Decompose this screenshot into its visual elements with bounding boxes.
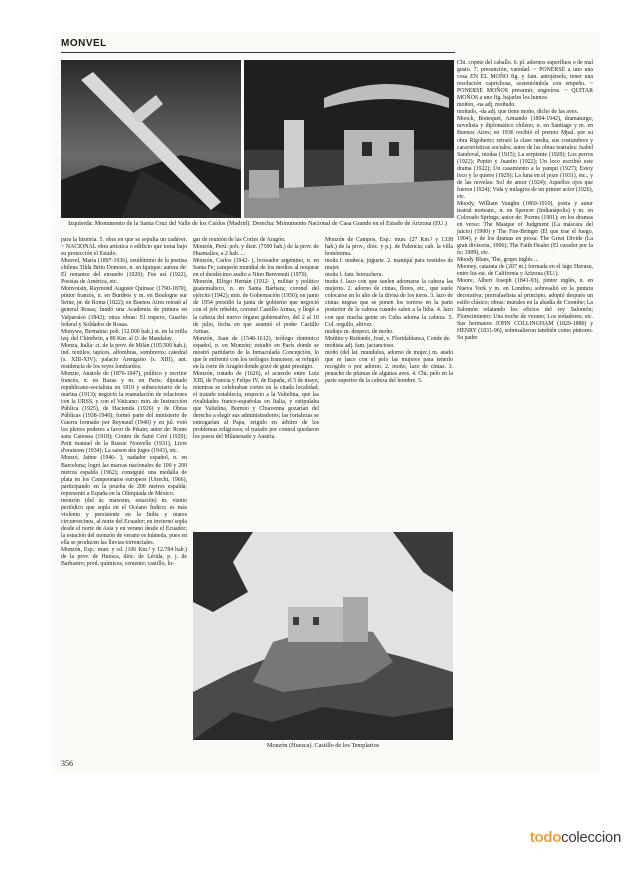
entry: gar de reunión de las Cortes de Aragón. (193, 237, 286, 243)
entry: Moore, Albert Joseph (1841-93), pintor inglés, n. en Nueva York y m. en Londres; sobresalió en la pintura decorativa; prerrafaelista al principio, adoptó después un estilo clásico; obras: murales en la abadía de Coombe; La Salomón relatando los oficios del rey Salomón; Florecimiento: Una noche de verano; Los soñadores; etc. Sus hermanos JOHN COLLINGHAM (1829-1880) y HENRY (1831-96), sobresalieron también como pintores. Su padre (457, 278, 593, 341)
entry: Monzón, Carlos (1942- ), boxeador argentino, n. en Santa Fe; campeón mundial de los medios al noquear en el duodécimo asalto a Nino Benvenuti (1970). (193, 258, 319, 279)
entry: Monvel, María (1897-1936), seudónimo de la poetisa chilena Tilda Brito Domoso, n. en Iquique; autora de: El remanso del ensueño (1920); Fue así (1922), Poesías de América, etc. (61, 258, 187, 286)
dictionary-page (52, 32, 600, 774)
photo-valle-caidos-cross (61, 60, 241, 218)
entry: Monzón, Perú: pob. y distr. (7500 hab.) de la prov. de Huamalíes, a 2 hab. ... (193, 244, 319, 258)
entry: moñudo, -da adj. que tiene moño, dicho de las aves. (457, 109, 579, 116)
text-column-3 (325, 237, 453, 385)
header-rule (61, 52, 455, 53)
entry: moño (del lat. mundulus, adorno de mujer.) m. atado que se hace con el pelo las mujeres para tenerlo recogido o por adorno. 2. moño, lazo de cintas. 3. penacho de plumas de algunas aves. 4. Chi. pelo en la parte superior de la cabeza del hombre. 5. (325, 349, 453, 384)
entry: Mooney, catarata de (207 m.) formada en el lago Havasu, entre los est. de California y Arizona (EU.). (457, 264, 593, 278)
entry: Monza, Italia: ct. de la prov. de Milán (105.500 hab.); ind. textiles; tapices, alfombras, sombreros; catedral (s. XIII-XIV); palacio Arengario (s. XIII), ant. residencia de los reyes lombardos. (61, 342, 187, 370)
entry: Monvoisin, Raymond Auguste Quinsac (1790-1870), pintor francés, n. en Burdeos y m. en Boulogne sur Seine, pr. de Roma (1822); en Buenos Aires retrató al general Rosas; fundó una Academia de pintura en Valparaíso (1842); otras obras: El trapero, Guacho federal y Soldados de Rosas. (61, 286, 187, 328)
text-column-4 (457, 60, 593, 342)
bottom-photo-caption: Monzón (Huesca). Castillo de los Templarios (266, 742, 380, 749)
entry: Moñino y Redondo, José, v. Floridablanca, Conde de. (325, 335, 451, 342)
entry: Chi. copete del caballo. 6. pl. adornos superfluos o de mal gusto. 7. presunción, vanidad. ~ PONERSE a uno una cosa EN EL MOÑO fig. y fam. antojársele, tener una resolución caprichosa, sostenióndola con empeño. ~ PONERSE MOÑOS presumir, engreírse. ~ QUITAR MOÑOS a uno fig. bajarles los humos. (457, 60, 593, 102)
cross-monument-image (61, 60, 241, 218)
running-head: MONVEL (61, 38, 107, 49)
castle-image (193, 532, 453, 740)
text-column-2 (193, 237, 319, 441)
entry: Moock, Bonequet, Armando (1894-1942), dramaturgo, novelista y diplomático chileno, n. en Santiago y m. en Buenos Aires; en 1936 recibió el premio Mpal. por su obra Rigoberto; retrató la clase media, sus costumbres y características sociales; autor de las obras teatrales: Isabel Sandoval, modas (1915); La serpiente (1920); Los perros (1922); Pepito y Juanito (1922); Un loco escribió este drama (1922); Un casamiento a la yanqui (1927); Estoy loco y lo quiero (1929); La luna en el pozo (1931), etc., y de las novelas: Sol de amor (1924); Aquellos ojos que fueron (1924); Vida y milagros de un primer actor (1926), etc. (457, 116, 593, 200)
watermark-part-2: coleccion (561, 829, 621, 846)
entry: Monzón de Campos, Esp.: mun. (27 Km.² y 1338 hab.) de la prov., dióc. y p.j. de Palencia; cab. la villa homónima. (325, 237, 453, 258)
page-number: 356 (61, 759, 73, 768)
entry: moña f. lazo con que suelen adornarse la cabeza las mujeres. 2. adorno de cintas, flores, etc., que suele colocarse en lo alto de la divisa de los toros. 3. lazo de cintas negras que se ponen los toreros en la parte posterior de la cabeza cuando salen a la lidia. 4. lazo con que mucha gente en Cuba adorna la cabeza. 5. Col. orgullo, altivez. (325, 279, 453, 328)
photo-monzon-castle (193, 532, 453, 740)
entry: Monzó, Jaime (1946- ), nadador español, n. en Barcelona; logró las marcas nacionales de 100 y 200 metros espalda (1962); consiguió una medalla de plata en los Campeonatos europeos (Utrecht, 1966), participando en la prueba de 200 metros espalda; representó a España en la Olimpiada de México. (61, 455, 187, 497)
entry: para la historia. 5. obra en que se sepulta un cadáver. ~ NACIONAL obra artística o edificio que toma bajo su protección el Estado. (61, 237, 187, 258)
entry: moñista adj. fam. jactancioso. (325, 342, 395, 349)
entry: Monzie, Anatole de (1876-1947), político y escritor francés, n. en Bazas y m. en París; diputado republicano-socialista en 1910 y subsecretario de la marina (1913); negoció la reanudación de relaciones con la URSS, y con el Vaticano; min. de Instrucción Pública (1925), de Hacienda (1926) y de Obras Públicas (1938-1940); formó parte del ministerio de Guerra formado por Reynaud (1940) y en jul. votó los plenos poderes a favor de Pétain; autor de: Rome sans Canossa (1918); Contes de Saint Céré (1929); Petit manuel de la Russie Nouvelle (1931), Livre d'oraisons (1934); La saison des juges (1943), etc. (61, 370, 187, 455)
entry: moña f. muñeca, juguete. 2. maniquí para vestidos de mujer. (325, 258, 453, 272)
entry: moñón, -na adj. moñudo. (457, 102, 516, 109)
entry: Monzón, tratado de (1626), el acuerdo entre Luis XIII, de Francia y Felipe IV, de España, el 5 de mayo, mientras se celebraban cortes en la citada localidad; el tratado establecía, respecto a la Valtelina, que las rivalidades franco-españolas en Italia, y estipulaba que Valtelina, Bormio y Chiavenna gozarían del derecho a elegir sus administradores; las fortalezas se entregarían al Papa, erigido en árbitro de los problemas religiosos; el tratado por control quedaron los pasos del Milanesado y Austria. (193, 370, 319, 441)
entry: Moody, William Vaughn (1869-1910), poeta y autor teatral norteam., n. en Spencer (Indianápolis) y m. en Colorado Springs; autor de: Poems (1901); en los dramas en verso: The Masque of Judgment (La máscara del juicio) (1900) y The Fire-Bringer (El que trae el fuego, 1904), y de los dramas en prosa: The Great Divide (La gran divisoria, 1906); The Faith Healer (El curador por la fe; 1909), etc. (457, 200, 593, 257)
photo-casa-grande (244, 60, 454, 218)
casa-grande-image (244, 60, 454, 218)
top-photo-caption: Izquierda: Monumento de la Santa Cruz del Valle de los Caídos (Madrid). Derecha: Monumento Nacional de Casa Grande en el Estado de Arizona (EU.) (68, 220, 447, 227)
watermark-part-1: todo (529, 829, 562, 846)
text-column-1 (61, 237, 187, 568)
entry: moña f. fam. borrachera. (325, 272, 383, 279)
entry: monzón (del ár. mawsim, estación) m. viento periódico que sopla en el Océano Índico; es más violento y persistente en la India y mares circunvecinos, al norte del Ecuador; en invierno sopla desde el norte de Asia y en verano desde el Ecuador; la estación del monzón de verano es húmeda, pues en ella se producen las lluvias torrenciales. (61, 497, 187, 547)
entry: Monzón, Juan de (1548-1612), teólogo dominico español, n. en Monzón; estudió en París donde se mostró partidario de la Inmaculada Concepción, lo que le enfrentó con los teólogos franceses; se refugió en la corte de Aragón donde gozó de gran prestigio. (193, 335, 319, 370)
entry: Monzón, Esp.: mun. y cd. (106 Km.² y 12.784 hab.) de la prov. de Huesca, dióc. de Lérida, p. j. de Barbastro; prod. químicos, cemento; castillo, lu- (61, 547, 187, 568)
entry: Moody Blues, The, grupo inglés ... (457, 257, 539, 264)
entry: moñajo m. despect. de moño. (325, 328, 394, 335)
entry: Monzón, Elfego Hernán (1912- ), militar y político guatemalteco, n. en Santa Bárbara; coronel del ejército (1942); min. de Gobernación (1950); en junio de 1954 presidió la junta de gobierno que negoció con el jefe rebelde, coronel Castillo Armas, y llegó a la cabeza del nuevo órgano gubernativo, del 2 al 10 de julio, fecha en que asumió el poder Castillo Armas. (193, 279, 319, 335)
entry: Monywa, Birmania: pob. (12.000 hab.) st. en la orilla izq. del Chindwin, a 89 Km. al O. de Mandalay. (61, 328, 187, 342)
watermark-logo (530, 829, 621, 846)
